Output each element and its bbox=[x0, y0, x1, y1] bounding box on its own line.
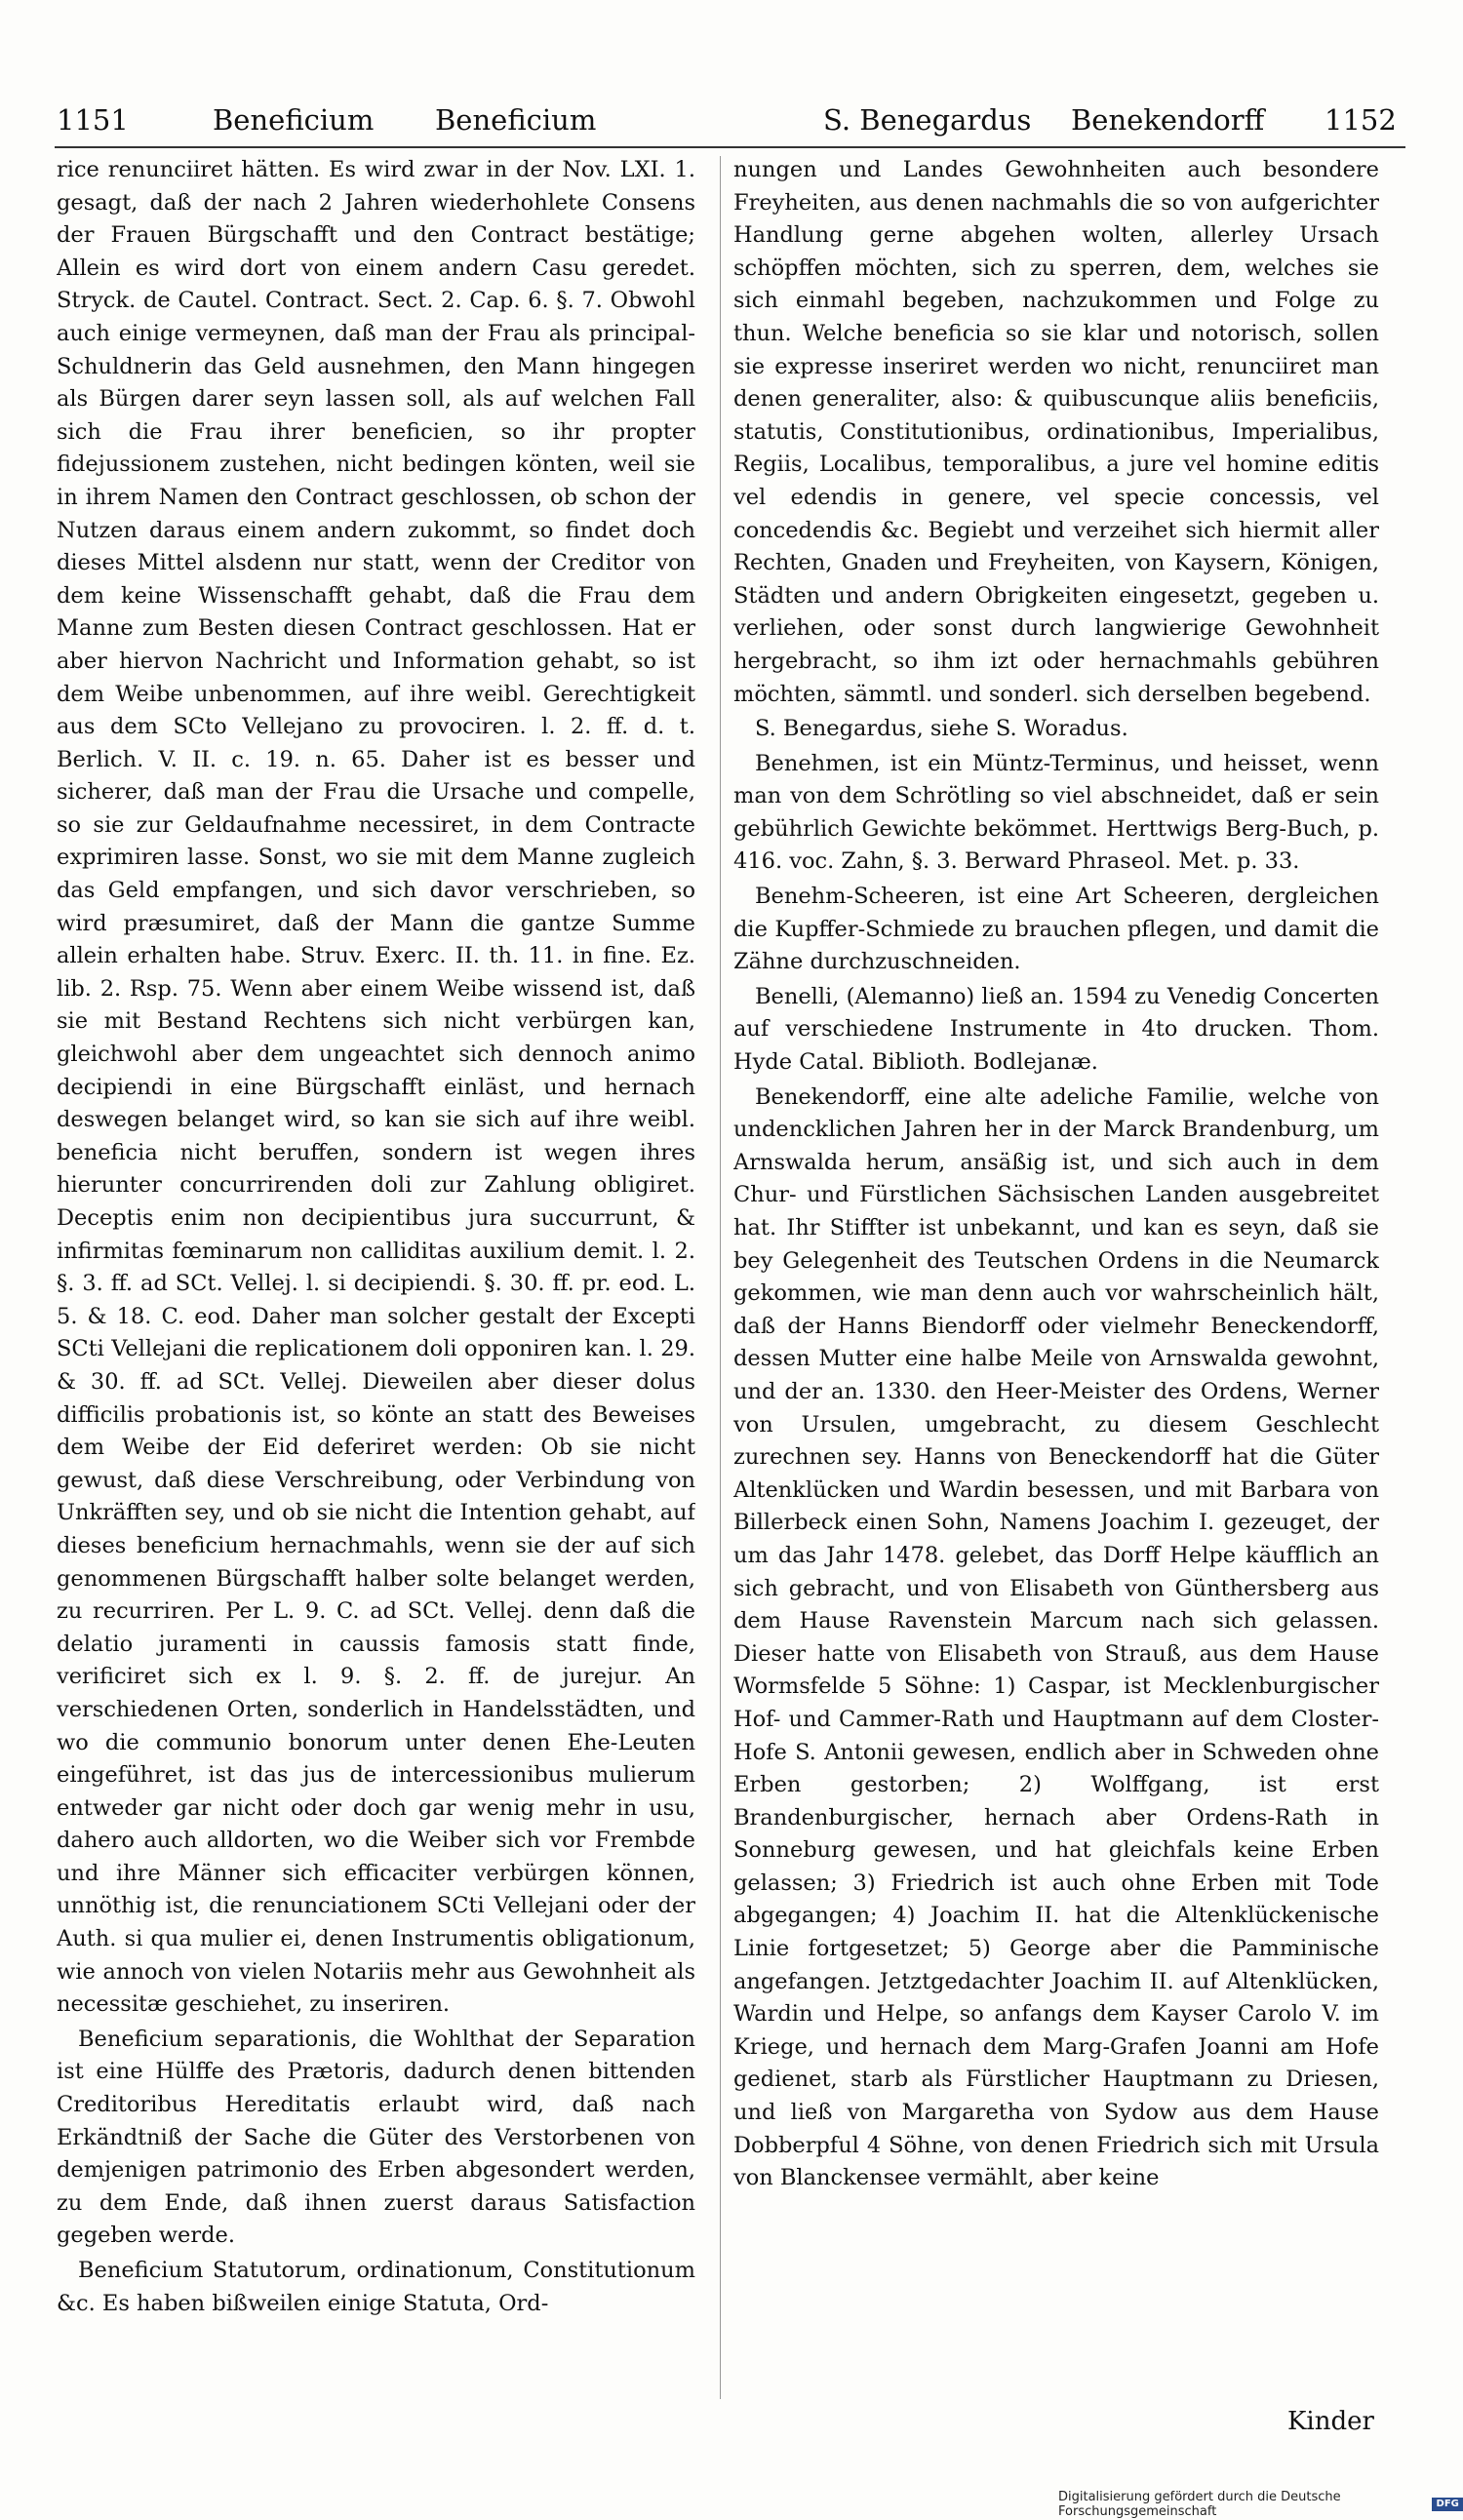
right-para-1: nungen und Landes Gewohnheiten auch besondere Freyheiten, aus denen nachmahls die so von aufgerichter Handlung gerne abgehen wolten, allerley Ursach schöpffen möchten, sich zu sperren, dem, welches sie sich einmahl begeben, nachzukommen und Folge zu thun. Welche beneficia so sie klar und notorisch, sollen sie expresse inseriret werden wo nicht, renunciiret man denen generaliter, also: & quibuscunque aliis beneficiis, statutis, Constitutionibus, ordinationibus, Imperialibus, Regiis, Localibus, temporalibus, a jure vel homine editis vel edendis in genere, vel specie concessis, vel concedendis &c. Begiebt und verzeihet sich hiermit aller Rechten, Gnaden und Freyheiten, von Kaysern, Königen, Städten und andern Obrigkeiten eingesetzt, gegeben u. verliehen, oder sonst durch langwierige Gewohnheit hergebracht, so ihm izt oder hernachmahls gebühren möchten, sämmtl. und sonderl. sich derselben begebend. bbox=[733, 157, 1379, 707]
footer bbox=[1058, 2490, 1463, 2519]
right-entry-benehmen: Benehmen, ist ein Müntz-Terminus, und heisset, wenn man von dem Schrötling so viel abschneidet, daß er sein gebührlich Gewichte bekömmet. Herttwigs Berg-Buch, p. 416. voc. Zahn, §. 3. Berward Phraseol. Met. p. 33. bbox=[733, 750, 1379, 875]
right-column bbox=[733, 154, 1379, 2407]
right-entry-benekendorff: Benekendorff, eine alte adeliche Familie, welche von undencklichen Jahren her in der Marck Brandenburg, um Arnswalda herum, ansäßig ist, und sich auch in dem Chur- und Fürstlichen Sächsischen Landen ausgebreitet hat. Ihr Stiffter ist unbekannt, und kan es seyn, daß sie bey Gelegenheit des Teutschen Ordens in die Neumarck gekommen, wie man denn auch vor wahrscheinlich hält, daß der Hanns Biendorff oder vielmehr Beneckendorff, dessen Mutter eine halbe Meile von Arnswalda gewohnt, und der an. 1330. den Heer-Meister des Ordens, Werner von Ursulen, umgebracht, zu diesem Geschlecht zurechnen sey. Hanns von Beneckendorff hat die Güter Altenklücken und Wardin besessen, und mit Barbara von Billerbeck einen Sohn, Namens Joachim I. gezeuget, der um das Jahr 1478. gelebet, das Dorff Helpe käufflich an sich gebracht, und von Elisabeth von Günthersberg aus dem Hause Ravenstein Marcum nach sich gelassen. Dieser hatte von Elisabeth von Strauß, aus dem Hause Wormsfelde 5 Söhne: 1) Caspar, ist Mecklenburgischer Hof- und Cammer-Rath und Hauptmann auf dem Closter-Hofe S. Antonii gewesen, endlich aber in Schweden ohne Erben gestorben; 2) Wolffgang, ist erst Brandenburgischer, hernach aber Ordens-Rath in Sonneburg gewesen, und hat gleichfals keine Erben gelassen; 3) Friedrich ist auch ohne Erben mit Tode abgegangen; 4) Joachim II. hat die Altenklückenische Linie fortgesetzet; 5) George aber die Pamminische angefangen. Jetztgedachter Joachim II. auf Altenklücken, Wardin und Helpe, so anfangs dem Kayser Carolo V. im Kriege, und hernach dem Marg-Grafen Joanni am Hofe gedienet, starb als Fürstlicher Hauptmann zu Driesen, und ließ von Margaretha von Sydow aus dem Hause Dobberpful 4 Söhne, von denen Friedrich sich mit Ursula von Blanckensee vermählt, aber keine bbox=[733, 1083, 1379, 2191]
header-rule bbox=[55, 146, 1405, 148]
running-head bbox=[57, 98, 1407, 146]
right-entry-benehm-scheeren: Benehm-Scheeren, ist eine Art Scheeren, dergleichen die Kupffer-Schmiede zu brauchen pflegen, und damit die Zähne durchzuschneiden. bbox=[733, 884, 1379, 975]
column-divider bbox=[720, 156, 721, 2399]
head-left-word-1: Beneficium bbox=[213, 103, 375, 137]
head-right-word-2: Benekendorff bbox=[1071, 103, 1265, 137]
head-left-word-2: Beneficium bbox=[435, 103, 597, 137]
footer-credit: Digitalisierung gefördert durch die Deutsche Forschungsgemeinschaft bbox=[1058, 2490, 1341, 2519]
page-number-right: 1152 bbox=[1325, 103, 1397, 137]
catchword: Kinder bbox=[1287, 2407, 1374, 2436]
head-right-word-1: S. Benegardus bbox=[823, 103, 1032, 137]
right-entry-benegardus: S. Benegardus, siehe S. Woradus. bbox=[755, 716, 1128, 742]
left-entry-beneficium-statutorum: Beneficium Statutorum, ordinationum, Constitutionum &c. Es haben bißweilen einige Statuta, Ord- bbox=[57, 2258, 695, 2316]
page-number-left: 1151 bbox=[57, 103, 129, 137]
left-para-1: rice renunciiret hätten. Es wird zwar in der Nov. LXI. 1. gesagt, daß der nach 2 Jahren wiederhohlete Consens der Frauen Bürgschafft und den Contract bestätige; Allein es wird dort von einem andern Casu geredet. Stryck. de Cautel. Contract. Sect. 2. Cap. 6. §. 7. Obwohl auch einige vermeynen, daß man der Frau als principal-Schuldnerin das Geld ausnehmen, den Mann hingegen als Bürgen darer seyn lassen soll, als auf welchen Fall sich die Frau ihrer beneficien, so ihr propter fidejussionem zustehen, nicht bedingen könten, weil sie in ihrem Namen den Contract geschlossen, ob schon der Nutzen daraus einem andern zukommt, so findet doch dieses Mittel alsdenn nur statt, wenn der Creditor von dem keine Wissenschafft gehabt, daß die Frau dem Manne zum Besten diesen Contract geschlossen. Hat er aber hiervon Nachricht und Information gehabt, so ist dem Weibe unbenommen, auf ihre weibl. Gerechtigkeit aus dem SCto Vellejano zu provociren. l. 2. ff. d. t. Berlich. V. II. c. 19. n. 65. Daher ist es besser und sicherer, daß man der Frau die Ursache und compelle, so sie zur Geldaufnahme necessiret, in dem Contracte exprimiren lasse. Sonst, wo sie mit dem Manne zugleich das Geld empfangen, und sich davor verschrieben, so wird præsumiret, daß der Mann die gantze Summe allein erhalten habe. Struv. Exerc. II. th. 11. in fine. Ez. lib. 2. Rsp. 75. Wenn aber einem Weibe wissend ist, daß sie mit Bestand Rechtens sich nicht verbürgen kan, gleichwohl aber dem ungeachtet sich dennoch animo decipiendi in eine Bürgschafft einläst, und hernach deswegen belanget wird, so kan sie sich auf ihre weibl. beneficia nicht beruffen, sondern ist wegen ihres hierunter concurrirenden doli zur Zahlung obligiret. Deceptis enim non decipientibus jura succurrunt, & infirmitas fœminarum non calliditas auxilium demit. l. 2. §. 3. ff. ad SCt. Vellej. l. si decipiendi. §. 30. ff. pr. eod. L. 5. & 18. C. eod. Daher man solcher gestalt der Excepti SCti Vellejani die replicationem doli opponiren kan. l. 29. & 30. ff. ad SCt. Vellej. Dieweilen aber dieser dolus difficilis probationis ist, so könte an statt des Beweises dem Weibe der Eid deferiret werden: Ob sie nicht gewust, daß diese Verschreibung, oder Verbindung von Unkräfften sey, und ob sie nicht die Intention gehabt, auf dieses beneficium hernachmahls, wenn sie der auf sich genommenen Bürgschafft halber solte belanget werden, zu recurriren. Per L. 9. C. ad SCt. Vellej. denn daß die delatio juramenti in caussis famosis statt finde, verificiret sich ex l. 9. §. 2. ff. de jurejur. An verschiedenen Orten, sonderlich in Handelsstädten, und wo die communio bonorum unter denen Ehe-Leuten eingeführet, ist das jus de intercessionibus mulierum entweder gar nicht oder doch gar wenig mehr in usu, dahero auch alldorten, wo die Weiber sich vor Frembde und ihre Männer sich efficaciter verbürgen können, unnöthig ist, die renunciationem SCti Vellejani oder der Auth. si qua mulier ei, denen Instrumentis obligationum, wie annoch von vielen Notariis mehr aus Gewohnheit als necessitæ geschiehet, zu inseriren. bbox=[57, 157, 695, 2018]
left-column bbox=[57, 154, 695, 2407]
left-entry-beneficium-separationis: Beneficium separationis, die Wohlthat der Separation ist eine Hülffe des Prætoris, dadurch denen bittenden Creditoribus Hereditatis erlaubt wird, daß nach Erkändtniß der Sache die Güter des Verstorbenen von demjenigen patrimonio des Erben abgesondert werden, zu dem Ende, daß ihnen zuerst daraus Satisfaction gegeben werde. bbox=[57, 2026, 695, 2249]
dfg-logo-icon: DFG bbox=[1432, 2498, 1463, 2511]
right-entry-benelli: Benelli, (Alemanno) ließ an. 1594 zu Venedig Concerten auf verschiedene Instrumente in 4to drucken. Thom. Hyde Catal. Biblioth. Bodlejanæ. bbox=[733, 983, 1379, 1076]
